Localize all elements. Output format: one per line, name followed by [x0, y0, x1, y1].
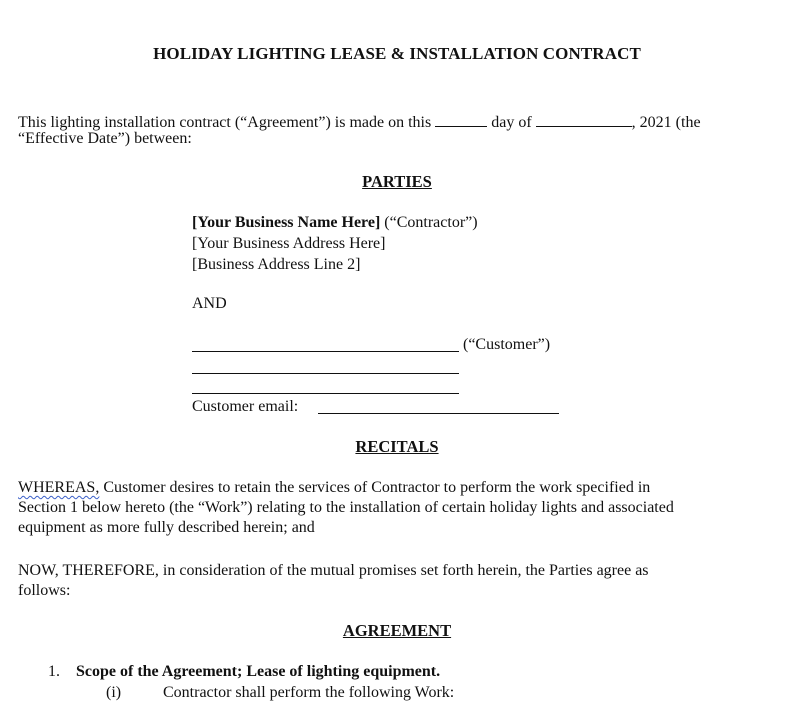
whereas-line-3: equipment as more fully described herein; and: [18, 519, 315, 536]
now-therefore-line-1: NOW, THEREFORE, in consideration of the mutual promises set forth herein, the Parties agree as: [18, 562, 649, 579]
subsection-text: Contractor shall perform the following Work:: [163, 684, 455, 701]
day-blank[interactable]: [435, 111, 487, 127]
parties-heading: PARTIES: [362, 172, 432, 191]
customer-address-line-2[interactable]: [192, 393, 459, 394]
intro-text-1: This lighting installation contract (“Agreement”) is made on this: [18, 114, 432, 131]
contractor-role: (“Contractor”): [380, 214, 478, 231]
intro-text-3: , 2021 (the: [631, 114, 701, 131]
document-title: HOLIDAY LIGHTING LEASE & INSTALLATION CONTRACT: [153, 44, 641, 63]
and-label: AND: [192, 295, 227, 312]
month-blank[interactable]: [536, 111, 632, 127]
section-1-title: Scope of the Agreement; Lease of lighting equipment.: [76, 663, 441, 680]
agreement-heading: AGREEMENT: [342, 621, 452, 640]
intro-text-2: day of: [491, 114, 532, 131]
section-1-number: 1.: [48, 663, 60, 680]
now-therefore-line-2: follows:: [18, 582, 71, 599]
customer-name-line[interactable]: [192, 351, 459, 352]
customer-email-label: Customer email:: [192, 398, 299, 415]
recitals-heading: RECITALS: [355, 437, 439, 456]
whereas-line-2: Section 1 below hereto (the “Work”) relating to the installation of certain holiday lights and associated: [18, 499, 674, 516]
contractor-address-2: [Business Address Line 2]: [192, 256, 361, 273]
whereas-text-1: Customer desires to retain the services of Contractor to perform the work specified in: [99, 479, 651, 496]
customer-address-line-1[interactable]: [192, 373, 459, 374]
subsection-marker: (i): [106, 684, 122, 701]
contractor-address-1: [Your Business Address Here]: [192, 235, 386, 252]
whereas-line-1: [18, 478, 650, 498]
contractor-name-line: [192, 213, 478, 233]
customer-email-line[interactable]: [318, 413, 559, 414]
whereas-word: WHEREAS,: [18, 479, 100, 496]
intro-line-2: “Effective Date”) between:: [18, 130, 192, 147]
customer-role: (“Customer”): [463, 336, 551, 353]
contractor-name: [Your Business Name Here]: [192, 214, 381, 231]
